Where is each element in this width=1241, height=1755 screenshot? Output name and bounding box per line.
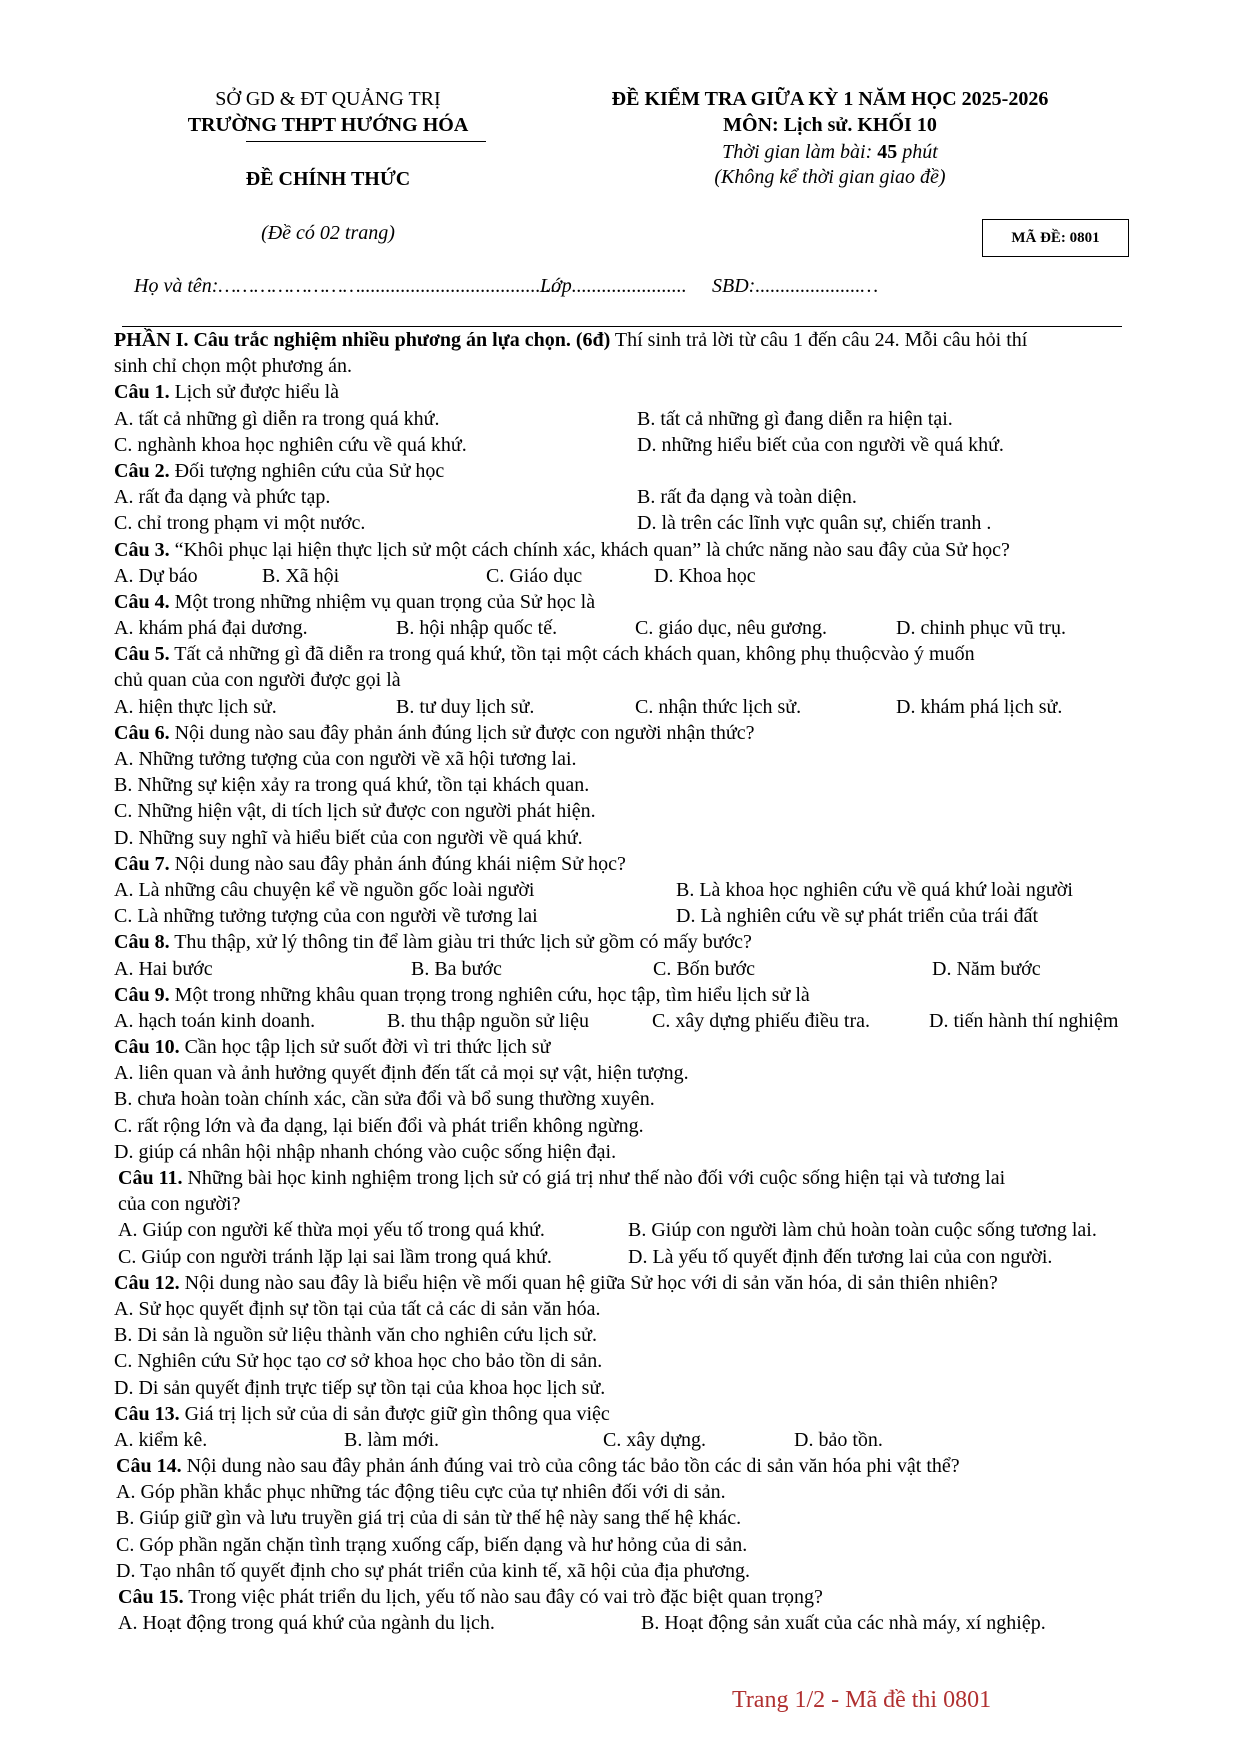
official-label: ĐỀ CHÍNH THỨC	[245, 168, 411, 190]
answer-option: B. Hoạt động sản xuất của các nhà máy, xí nghiệp.	[641, 1612, 1046, 1635]
time-note: (Không kể thời gian giao đề)	[714, 166, 946, 188]
option-row	[114, 1505, 1174, 1531]
answer-option: B. tư duy lịch sử.	[396, 695, 535, 718]
question-stem	[114, 1034, 1174, 1060]
question-label: Câu 8.	[114, 931, 170, 954]
answer-option: D. là trên các lĩnh vực quân sự, chiến tranh .	[637, 512, 992, 535]
question-stem	[114, 720, 1174, 746]
answer-option: A. rất đa dạng và phức tạp.	[114, 486, 331, 509]
question-list	[114, 379, 1174, 1636]
exam-code-box: MÃ ĐỀ: 0801	[982, 219, 1129, 257]
option-row	[114, 1427, 1174, 1453]
option-row	[114, 1479, 1174, 1505]
option-row	[114, 406, 1174, 432]
question-text: Giá trị lịch sử của di sản được giữ gìn thông qua việc	[184, 1402, 610, 1425]
answer-option: A. Những tưởng tượng của con người về xã hội tương lai.	[114, 748, 577, 770]
question-label: Câu 5.	[114, 643, 170, 666]
question-stem	[114, 1165, 1174, 1191]
option-row	[114, 432, 1174, 458]
answer-option: B. rất đa dạng và toàn diện.	[637, 486, 857, 509]
question-stem	[114, 537, 1174, 563]
option-row	[114, 1348, 1174, 1374]
question-text: Thu thập, xử lý thông tin để làm giàu tri thức lịch sử gồm có mấy bước?	[174, 931, 752, 954]
answer-option: B. hội nhập quốc tế.	[396, 617, 558, 640]
question-text: Nội dung nào sau đây là biểu hiện về mối quan hệ giữa Sử học với di sản văn hóa, di sản thiên nhiên?	[184, 1271, 998, 1294]
answer-option: D. Là yếu tố quyết định đến tương lai của con người.	[628, 1245, 1053, 1268]
answer-option: C. chỉ trong phạm vi một nước.	[114, 512, 366, 535]
option-row	[114, 484, 1174, 510]
time-value: 45	[877, 141, 898, 163]
answer-option: C. Nghiên cứu Sử học tạo cơ sở khoa học cho bảo tồn di sản.	[114, 1350, 603, 1373]
answer-option: B. làm mới.	[344, 1428, 440, 1451]
question-stem	[114, 379, 1174, 405]
question-label: Câu 15.	[118, 1586, 184, 1608]
time-unit: phút	[902, 141, 938, 163]
answer-option: D. giúp cá nhân hội nhập nhanh chóng vào cuộc sống hiện đại.	[114, 1140, 617, 1163]
question-label: Câu 1.	[114, 381, 170, 404]
option-row	[114, 798, 1174, 824]
answer-option: C. giáo dục, nêu gương.	[635, 617, 827, 640]
option-row	[114, 956, 1174, 982]
answer-option: C. Góp phần ngăn chặn tình trạng xuống cấp, biến dạng và hư hỏng của di sản.	[116, 1533, 748, 1556]
option-row	[114, 1008, 1174, 1034]
option-row	[114, 746, 1174, 772]
question-label: Câu 13.	[114, 1402, 180, 1425]
answer-option: D. Khoa học	[654, 564, 756, 587]
answer-option: B. chưa hoàn toàn chính xác, cần sửa đổi và bổ sung thường xuyên.	[114, 1088, 655, 1111]
answer-option: B. Những sự kiện xảy ra trong quá khứ, tồn tại khách quan.	[114, 774, 590, 797]
answer-option: B. Là khoa học nghiên cứu về quá khứ loài người	[676, 878, 1073, 901]
time-prefix: Thời gian làm bài:	[722, 141, 873, 163]
option-row	[114, 615, 1174, 641]
student-sbd-field: SBD:.....................…	[712, 275, 879, 297]
option-row	[114, 1217, 1174, 1243]
question-stem	[114, 1401, 1174, 1427]
question-stem	[114, 982, 1174, 1008]
answer-option: C. nghành khoa học nghiên cứu về quá khứ.	[114, 433, 467, 456]
question-text: Đối tượng nghiên cứu của Sử học	[174, 459, 445, 482]
option-row	[114, 1244, 1174, 1270]
answer-option: A. Góp phần khắc phục những tác động tiêu cực của tự nhiên đối với di sản.	[116, 1481, 726, 1504]
school-underline	[246, 141, 486, 142]
subject-line: MÔN: Lịch sử. KHỐI 10	[723, 114, 937, 136]
question-stem	[114, 641, 1174, 667]
question-label: Câu 6.	[114, 721, 170, 744]
student-class-field: Lớp.......................	[540, 275, 687, 297]
question-label: Câu 10.	[114, 1036, 180, 1059]
question-stem	[114, 1453, 1174, 1479]
answer-option: D. tiến hành thí nghiệm	[929, 1009, 1119, 1032]
answer-option: B. Xã hội	[262, 564, 340, 587]
option-row	[114, 1113, 1174, 1139]
question-label: Câu 2.	[114, 459, 170, 482]
answer-option: D. những hiểu biết của con người về quá khứ.	[637, 433, 1004, 456]
answer-option: C. Giáo dục	[486, 564, 583, 587]
question-text: Lịch sử được hiểu là	[174, 381, 340, 404]
question-stem	[114, 1270, 1174, 1296]
time-line	[560, 141, 1100, 164]
question-text: Một trong những khâu quan trọng trong nghiên cứu, học tập, tìm hiểu lịch sử là	[174, 983, 810, 1006]
answer-option: C. Là những tưởng tượng của con người về tương lai	[114, 905, 538, 928]
answer-option: C. nhận thức lịch sử.	[635, 695, 802, 718]
question-text: của con người?	[118, 1193, 241, 1216]
page-count-note: (Đề có 02 trang)	[261, 222, 395, 244]
answer-option: D. khám phá lịch sử.	[896, 695, 1063, 718]
answer-option: A. Là những câu chuyện kể về nguồn gốc loài người	[114, 878, 535, 901]
question-stem	[114, 589, 1174, 615]
answer-option: A. tất cả những gì diễn ra trong quá khứ.	[114, 407, 440, 430]
option-row	[114, 772, 1174, 798]
answer-option: B. Giúp giữ gìn và lưu truyền giá trị của di sản từ thế hệ này sang thế hệ khác.	[116, 1507, 742, 1530]
question-stem	[114, 1191, 1174, 1217]
part1-instruction: Thí sinh trả lời từ câu 1 đến câu 24. Mỗi câu hỏi thí	[614, 329, 1028, 351]
answer-option: A. Hai bước	[114, 957, 213, 980]
part1-title: PHẦN I. Câu trắc nghiệm nhiều phương án lựa chọn. (6đ)	[114, 329, 611, 351]
question-text: “Khôi phục lại hiện thực lịch sử một cách chính xác, khách quan” là chức năng nào sau đây của Sử học?	[174, 538, 1010, 561]
answer-option: D. Di sản quyết định trực tiếp sự tồn tại của khoa học lịch sử.	[114, 1376, 606, 1399]
option-row	[114, 903, 1174, 929]
answer-option: A. Hoạt động trong quá khứ của ngành du lịch.	[118, 1612, 495, 1635]
question-text: Một trong những nhiệm vụ quan trọng của Sử học là	[174, 590, 596, 613]
answer-option: D. Là nghiên cứu về sự phát triển của trái đất	[676, 905, 1039, 928]
question-stem	[114, 929, 1174, 955]
option-row	[114, 1610, 1174, 1636]
answer-option: C. xây dựng phiếu điều tra.	[652, 1009, 871, 1032]
part1-heading	[114, 327, 1174, 353]
question-text: Cần học tập lịch sử suốt đời vì tri thức lịch sử	[184, 1036, 551, 1059]
answer-option: A. hiện thực lịch sử.	[114, 695, 277, 718]
answer-option: B. Ba bước	[411, 957, 502, 980]
option-row	[114, 1322, 1174, 1348]
question-label: Câu 7.	[114, 852, 170, 875]
question-label: Câu 9.	[114, 983, 170, 1006]
answer-option: D. Những suy nghĩ và hiểu biết của con người về quá khứ.	[114, 826, 583, 849]
answer-option: A. Dự báo	[114, 564, 198, 587]
question-stem	[114, 458, 1174, 484]
question-stem	[114, 667, 1174, 693]
option-row	[114, 1558, 1174, 1584]
option-row	[114, 694, 1174, 720]
answer-option: A. hạch toán kinh doanh.	[114, 1009, 316, 1032]
answer-option: A. kiểm kê.	[114, 1428, 208, 1451]
option-row	[114, 563, 1174, 589]
option-row	[114, 1060, 1174, 1086]
option-row	[114, 510, 1174, 536]
answer-option: C. xây dựng.	[603, 1428, 707, 1451]
question-text: Nội dung nào sau đây phản ánh đúng vai trò của công tác bảo tồn các di sản văn hóa phi vật thể?	[186, 1455, 960, 1478]
question-text: chủ quan của con người được gọi là	[114, 669, 401, 692]
answer-option: D. Năm bước	[932, 957, 1041, 980]
question-text: Nội dung nào sau đây phản ánh đúng khái niệm Sử học?	[174, 852, 626, 875]
answer-option: D. Tạo nhân tố quyết định cho sự phát triển của kinh tế, xã hội của địa phương.	[116, 1559, 750, 1582]
question-text: Trong việc phát triển du lịch, yếu tố nào sau đây có vai trò đặc biệt quan trọng?	[188, 1586, 823, 1608]
option-row	[114, 1139, 1174, 1165]
answer-option: C. Những hiện vật, di tích lịch sử được con người phát hiện.	[114, 800, 596, 823]
part1-instruction-cont: sinh chỉ chọn một phương án.	[114, 355, 353, 378]
page-footer: Trang 1/2 - Mã đề thi 0801	[732, 1687, 992, 1713]
answer-option: D. chinh phục vũ trụ.	[896, 617, 1066, 640]
question-text: Tất cả những gì đã diễn ra trong quá khứ, tồn tại một cách khách quan, không phụ thuộcvào ý muốn	[174, 643, 975, 666]
exam-title: ĐỀ KIỂM TRA GIỮA KỲ 1 NĂM HỌC 2025-2026	[611, 88, 1049, 110]
question-text: Những bài học kinh nghiệm trong lịch sử có giá trị như thế nào đối với cuộc sống hiện tại và tương lai	[187, 1167, 1006, 1189]
option-row	[114, 825, 1174, 851]
question-stem	[114, 1584, 1174, 1610]
answer-option: B. thu thập nguồn sử liệu	[387, 1009, 589, 1032]
option-row	[114, 1532, 1174, 1558]
question-text: Nội dung nào sau đây phản ánh đúng lịch sử được con người nhận thức?	[174, 721, 755, 744]
answer-option: A. liên quan và ảnh hưởng quyết định đến tất cả mọi sự vật, hiện tượng.	[114, 1062, 689, 1085]
option-row	[114, 877, 1174, 903]
question-label: Câu 11.	[118, 1167, 183, 1189]
option-row	[114, 1086, 1174, 1112]
answer-option: A. Giúp con người kế thừa mọi yếu tố trong quá khứ.	[118, 1219, 545, 1242]
question-stem	[114, 851, 1174, 877]
option-row	[114, 1375, 1174, 1401]
answer-option: A. Sử học quyết định sự tồn tại của tất cả các di sản văn hóa.	[114, 1297, 601, 1320]
student-name-field: Họ và tên:……………………........................................	[134, 275, 561, 297]
department-name: SỞ GD & ĐT QUẢNG TRỊ	[215, 88, 441, 110]
answer-option: C. Bốn bước	[653, 957, 755, 980]
answer-option: B. Di sản là nguồn sử liệu thành văn cho nghiên cứu lịch sử.	[114, 1324, 597, 1347]
answer-option: B. Giúp con người làm chủ hoàn toàn cuộc sống tương lai.	[628, 1219, 1097, 1242]
answer-option: A. khám phá đại dương.	[114, 617, 308, 640]
option-row	[114, 1296, 1174, 1322]
exam-body	[114, 327, 1174, 1636]
question-label: Câu 4.	[114, 590, 170, 613]
question-label: Câu 3.	[114, 538, 170, 561]
answer-option: B. tất cả những gì đang diễn ra hiện tại.	[637, 407, 953, 430]
school-name: TRƯỜNG THPT HƯỚNG HÓA	[187, 114, 469, 136]
answer-option: D. bảo tồn.	[794, 1428, 883, 1451]
answer-option: C. Giúp con người tránh lặp lại sai lầm trong quá khứ.	[118, 1245, 552, 1268]
question-label: Câu 12.	[114, 1271, 180, 1294]
answer-option: C. rất rộng lớn và đa dạng, lại biến đổi và phát triển không ngừng.	[114, 1114, 644, 1137]
question-label: Câu 14.	[116, 1455, 182, 1478]
